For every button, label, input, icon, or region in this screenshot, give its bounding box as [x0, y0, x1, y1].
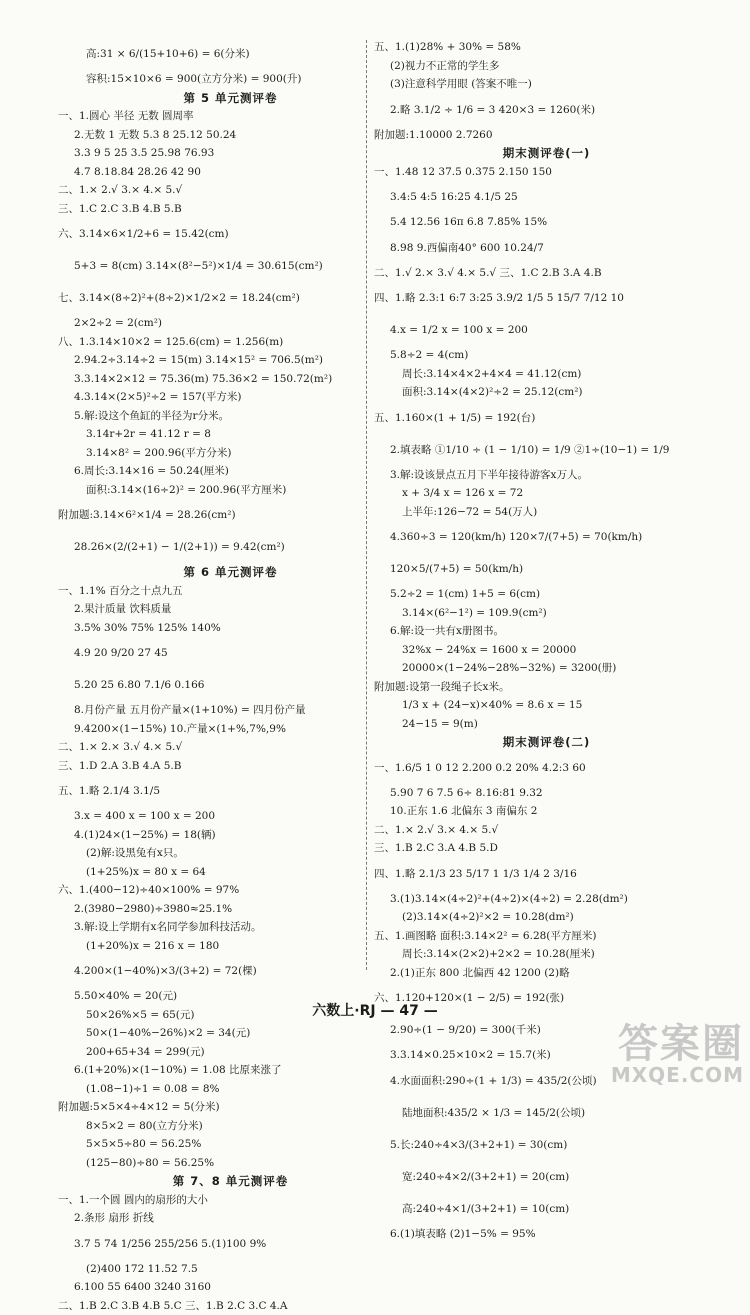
left-answer-line: 2.(3980−2980)÷3980≈25.1%: [58, 900, 403, 919]
right-answer-line: 3.(1)3.14×(4÷2)²+(4÷2)×(4÷2) = 2.28(dm²): [374, 890, 719, 909]
left-answer-line: (2)解:设黑兔有x只。: [58, 844, 403, 863]
right-answer-line: 120×5/(7+5) = 50(km/h): [374, 553, 719, 585]
right-answer-line: 五、1.160×(1 + 1/5) = 192(台): [374, 402, 719, 434]
column-divider: [366, 40, 368, 970]
right-answer-line: 2.填表略 ①1/10 ÷ (1 − 1/10) = 1/9 ②1÷(10−1) = 1/9: [374, 434, 719, 466]
right-answer-line: 二、1.√ 2.× 3.√ 4.× 5.√ 三、1.C 2.B 3.A 4.B: [374, 264, 719, 283]
right-answer-line: 周长:3.14×4×2+4×4 = 41.12(cm): [374, 365, 719, 384]
left-answer-line: 28.26×(2/(2+1) − 1/(2+1)) = 9.42(cm²): [58, 531, 403, 563]
left-answer-line: (1+20%)x = 216 x = 180: [58, 937, 403, 956]
right-answer-line: 二、1.× 2.√ 3.× 4.× 5.√: [374, 821, 719, 840]
right-answer-line: 4.x = 1/2 x = 100 x = 200: [374, 314, 719, 346]
right-answer-line: 6.(1)填表略 (2)1−5% = 95%: [374, 1225, 719, 1244]
left-answer-line: (1.08−1)÷1 = 0.08 = 8%: [58, 1080, 403, 1099]
left-answer-line: 面积:3.14×(16÷2)² = 200.96(平方厘米): [58, 481, 403, 500]
right-answer-line: 四、1.略 2.1/3 23 5/17 1 1/3 1/4 2 3/16: [374, 858, 719, 890]
left-answer-line: 一、1.1% 百分之十点九五: [58, 582, 403, 601]
left-answer-line: 6.周长:3.14×16 = 50.24(厘米): [58, 462, 403, 481]
right-answer-line: 五、1.画图略 面积:3.14×2² = 6.28(平方厘米): [374, 927, 719, 946]
left-answer-line: 2.果汁质量 饮料质量: [58, 600, 403, 619]
left-section-title: 第 5 单元测评卷: [58, 89, 403, 108]
right-answer-line: 3.3.14×0.25×10×2 = 15.7(米): [374, 1046, 719, 1065]
left-answer-line: 3.5% 30% 75% 125% 140%: [58, 619, 403, 638]
left-answer-line: 5.50×40% = 20(元): [58, 987, 403, 1006]
right-answer-line: 3.14×(6²−1²) = 109.9(cm²): [374, 604, 719, 623]
left-answer-line: 3.3.14×2×12 = 75.36(m) 75.36×2 = 150.72(m²): [58, 370, 403, 389]
left-answer-line: 4.200×(1−40%)×3/(3+2) = 72(棵): [58, 955, 403, 987]
left-answer-line: 3.7 5 74 1/256 255/256 5.(1)100 9%: [58, 1228, 403, 1260]
right-answer-line: 四、1.略 2.3:1 6:7 3:25 3.9/2 1/5 5 15/7 7/12 10: [374, 282, 719, 314]
right-answer-line: 高:240÷4×1/(3+2+1) = 10(cm): [374, 1193, 719, 1225]
left-answer-line: 5.解:设这个鱼缸的半径为r分米。: [58, 407, 403, 426]
left-answer-line: (1+25%)x = 80 x = 64: [58, 863, 403, 882]
left-answer-line: 9.4200×(1−15%) 10.产量×(1+%,7%,9%: [58, 720, 403, 739]
right-section-title: 期末测评卷(一): [374, 144, 719, 163]
left-answer-line: 六、3.14×6×1/2+6 = 15.42(cm): [58, 218, 403, 250]
left-answer-line: 8.月份产量 五月份产量×(1+10%) = 四月份产量: [58, 701, 403, 720]
right-answer-line: 宽:240÷4×2/(3+2+1) = 20(cm): [374, 1161, 719, 1193]
right-answer-line: 周长:3.14×(2×2)+2×2 = 10.28(厘米): [374, 945, 719, 964]
left-answer-line: 一、1.一个圆 圆内的扇形的大小: [58, 1191, 403, 1210]
page-footer: 六数上·RJ — 47 —: [0, 1000, 750, 1020]
right-answer-line: 面积:3.14×(4×2)²÷2 = 25.12(cm²): [374, 383, 719, 402]
left-answer-line: 4.(1)24×(1−25%) = 18(辆): [58, 826, 403, 845]
left-answer-line: 三、1.D 2.A 3.B 4.A 5.B: [58, 757, 403, 776]
left-answer-line: 4.7 8.18.84 28.26 42 90: [58, 163, 403, 182]
right-answer-line: 五、1.(1)28% + 30% = 58%: [374, 38, 719, 57]
left-answer-line: 3.x = 400 x = 100 x = 200: [58, 807, 403, 826]
right-answer-line: (2)3.14×(4÷2)²×2 = 10.28(dm²): [374, 908, 719, 927]
right-answer-line: 5.90 7 6 7.5 6÷ 8.16:81 9.32: [374, 784, 719, 803]
left-answer-line: 二、1.B 2.C 3.B 4.B 5.C 三、1.B 2.C 3.C 4.A: [58, 1297, 403, 1315]
left-answer-line: (2)400 172 11.52 7.5: [58, 1260, 403, 1279]
left-answer-line: 5.20 25 6.80 7.1/6 0.166: [58, 669, 403, 701]
right-answer-line: 32%x − 24%x = 1600 x = 20000: [374, 641, 719, 660]
right-answer-line: 5.4 12.56 16π 6.8 7.85% 15%: [374, 213, 719, 232]
right-answer-line: 24−15 = 9(m): [374, 715, 719, 734]
right-answer-line: 2.90÷(1 − 9/20) = 300(千米): [374, 1014, 719, 1046]
right-answer-line: 4.水面面积:290÷(1 + 1/3) = 435/2(公顷): [374, 1065, 719, 1097]
right-answer-line: 上半年:126−72 = 54(万人): [374, 503, 719, 522]
right-answer-line: 4.360÷3 = 120(km/h) 120×7/(7+5) = 70(km/h): [374, 521, 719, 553]
right-answer-line: 3.解:设该景点五月下半年接待游客x万人。: [374, 466, 719, 485]
left-answer-line: 2.94.2÷3.14÷2 = 15(m) 3.14×15² = 706.5(m²): [58, 351, 403, 370]
right-answer-line: 六、1.120+120×(1 − 2/5) = 192(张): [374, 982, 719, 1014]
left-answer-line: 附加题:3.14×6²×1/4 = 28.26(cm²): [58, 499, 403, 531]
left-answer-line: 2×2÷2 = 2(cm²): [58, 314, 403, 333]
left-answer-line: 五、1.略 2.1/4 3.1/5: [58, 775, 403, 807]
right-answer-line: 5.2÷2 = 1(cm) 1+5 = 6(cm): [374, 585, 719, 604]
right-answer-line: 8.98 9.西偏南40° 600 10.24/7: [374, 232, 719, 264]
right-answer-line: (2)视力不正常的学生多: [374, 57, 719, 76]
left-answer-line: 4.9 20 9/20 27 45: [58, 637, 403, 669]
right-section-title: 期末测评卷(二): [374, 733, 719, 752]
left-answer-line: 50×(1−40%−26%)×2 = 34(元): [58, 1024, 403, 1043]
right-answer-line: 6.解:设一共有x册图书。: [374, 622, 719, 641]
right-answer-line: 3.4:5 4:5 16:25 4.1/5 25: [374, 181, 719, 213]
left-answer-line: 3.14×8² = 200.96(平方分米): [58, 444, 403, 463]
left-section-title: 第 7、8 单元测评卷: [58, 1172, 403, 1191]
left-answer-line: 8×5×2 = 80(立方分米): [58, 1117, 403, 1136]
right-answer-line: 陆地面积:435/2 × 1/3 = 145/2(公顷): [374, 1097, 719, 1129]
left-answer-line: 5+3 = 8(cm) 3.14×(8²−5²)×1/4 = 30.615(cm²): [58, 250, 403, 282]
left-answer-line: 六、1.(400−12)÷40×100% = 97%: [58, 881, 403, 900]
left-answer-line: 6.100 55 6400 3240 3160: [58, 1278, 403, 1297]
right-answer-line: 附加题:1.10000 2.7260: [374, 126, 719, 145]
left-answer-line: 容积:15×10×6 = 900(立方分米) = 900(升): [58, 70, 403, 89]
left-answer-line: 七、3.14×(8÷2)²+(8÷2)×1/2×2 = 18.24(cm²): [58, 282, 403, 314]
left-answer-line: 3.解:设上学期有x名同学参加科技活动。: [58, 918, 403, 937]
right-answer-line: 三、1.B 2.C 3.A 4.B 5.D: [374, 839, 719, 858]
watermark-logo: 答案圈 MXQE.COM: [611, 1012, 744, 1087]
left-answer-line: 高:31 × 6/(15+10+6) = 6(分米): [58, 38, 403, 70]
right-answer-line: 一、1.6/5 1 0 12 2.200 0.2 20% 4.2:3 60: [374, 752, 719, 784]
left-answer-line: 2.无数 1 无数 5.3 8 25.12 50.24: [58, 126, 403, 145]
right-answer-line: 10.正东 1.6 北偏东 3 南偏东 2: [374, 802, 719, 821]
left-answer-line: 50×26%×5 = 65(元): [58, 1006, 403, 1025]
left-section-title: 第 6 单元测评卷: [58, 563, 403, 582]
left-answer-line: 200+65+34 = 299(元): [58, 1043, 403, 1062]
left-answer-line: 3.3 9 5 25 3.5 25.98 76.93: [58, 144, 403, 163]
right-answer-line: 附加题:设第一段绳子长x米。: [374, 678, 719, 697]
left-answer-line: (125−80)÷80 = 56.25%: [58, 1154, 403, 1173]
left-answer-line: 二、1.× 2.√ 3.× 4.× 5.√: [58, 181, 403, 200]
right-answer-line: (3)注意科学用眼 (答案不唯一): [374, 75, 719, 94]
right-answer-line: 5.长:240÷4×3/(3+2+1) = 30(cm): [374, 1129, 719, 1161]
right-answer-line: 2.略 3.1/2 ÷ 1/6 = 3 420×3 = 1260(米): [374, 94, 719, 126]
left-column: [58, 38, 403, 1315]
right-answer-line: 1/3 x + (24−x)×40% = 8.6 x = 15: [374, 696, 719, 715]
left-answer-line: 附加题:5×5×4÷4×12 = 5(分米): [58, 1098, 403, 1117]
right-answer-line: 2.(1)正东 800 北偏西 42 1200 (2)略: [374, 964, 719, 983]
right-answer-line: 20000×(1−24%−28%−32%) = 3200(册): [374, 659, 719, 678]
left-answer-line: 八、1.3.14×10×2 = 125.6(cm) = 1.256(m): [58, 333, 403, 352]
right-answer-line: 一、1.48 12 37.5 0.375 2.150 150: [374, 163, 719, 182]
right-answer-line: x + 3/4 x = 126 x = 72: [374, 484, 719, 503]
left-answer-line: 二、1.× 2.× 3.√ 4.× 5.√: [58, 738, 403, 757]
left-answer-line: 3.14r+2r = 41.12 r = 8: [58, 425, 403, 444]
left-answer-line: 5×5×5÷80 = 56.25%: [58, 1135, 403, 1154]
left-answer-line: 三、1.C 2.C 3.B 4.B 5.B: [58, 200, 403, 219]
left-answer-line: 一、1.圆心 半径 无数 圆周率: [58, 107, 403, 126]
right-answer-line: 5.8÷2 = 4(cm): [374, 346, 719, 365]
left-answer-line: 4.3.14×(2×5)²÷2 = 157(平方米): [58, 388, 403, 407]
left-answer-line: 2.条形 扇形 折线: [58, 1209, 403, 1228]
left-answer-line: 6.(1+20%)×(1−10%) = 1.08 比原来涨了: [58, 1061, 403, 1080]
